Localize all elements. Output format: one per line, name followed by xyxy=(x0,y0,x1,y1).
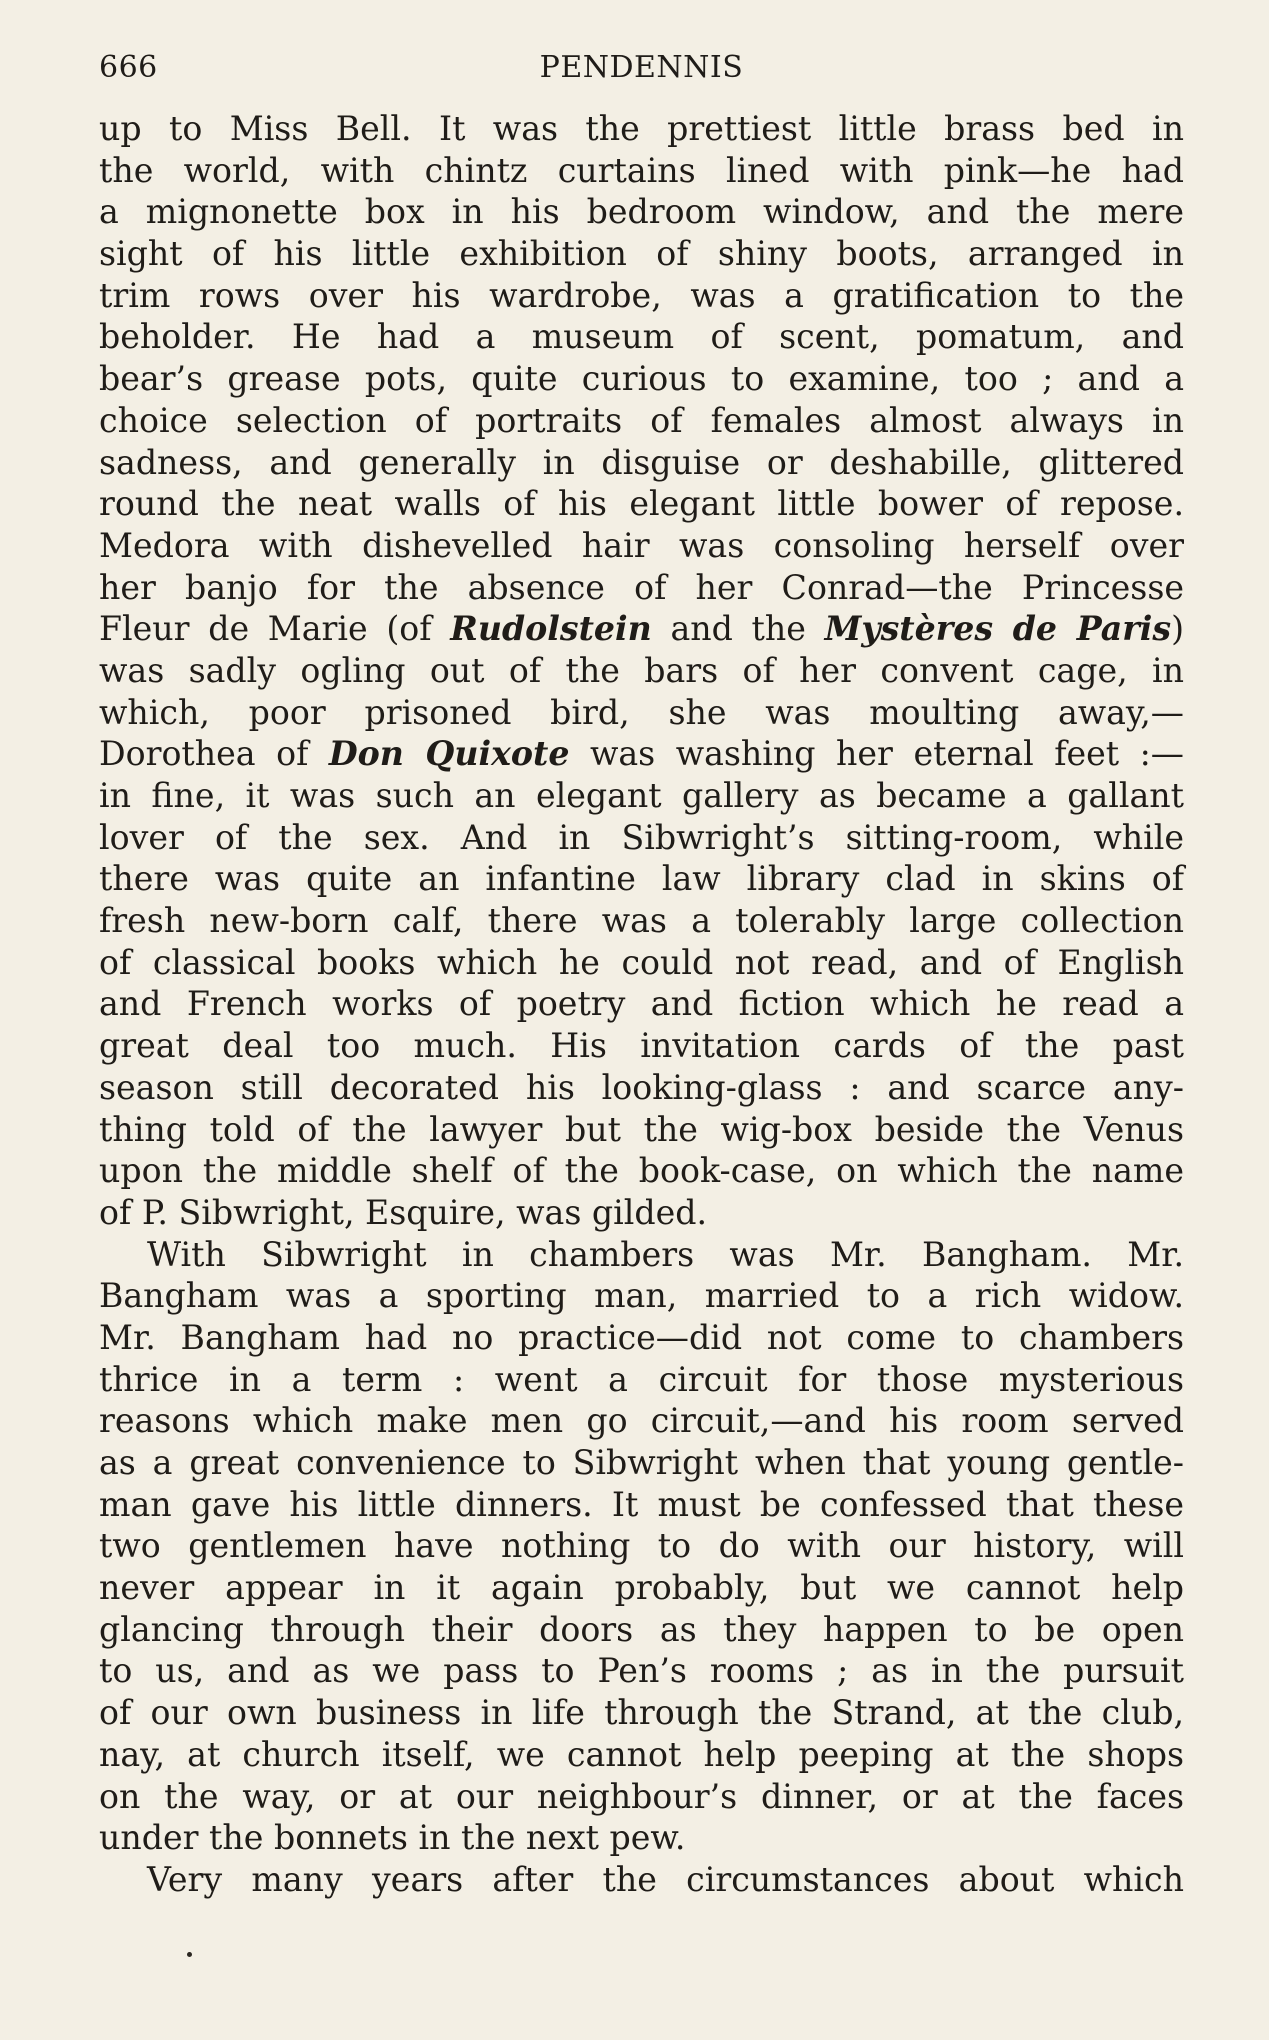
text-run: ) xyxy=(1171,609,1185,649)
text-line: round the neat walls of his elegant little bower of repose. xyxy=(99,484,1184,524)
text-line: glancing through their doors as they happen to be open xyxy=(99,1609,1184,1649)
page-number: 666 xyxy=(99,50,158,85)
text-line: her banjo for the absence of her Conrad—the Princesse xyxy=(99,567,1184,607)
text-line: of classical books which he could not read, and of English xyxy=(99,942,1184,982)
text-line: nay, at church itself, we cannot help peeping at the shops xyxy=(99,1734,1184,1774)
text-line: thrice in a term : went a circuit for those mysterious xyxy=(99,1359,1184,1399)
paragraph-end-line: of P. Sibwright, Esquire, was gilded. xyxy=(99,1192,708,1232)
text-line: reasons which make men go circuit,—and his room served xyxy=(99,1401,1184,1441)
text-line: which, poor prisoned bird, she was moulting away,— xyxy=(99,692,1184,732)
text-line: and French works of poetry and fiction which he read a xyxy=(99,984,1184,1024)
text-line: a mignonette box in his bedroom window, and the mere xyxy=(99,192,1184,232)
text-line: on the way, or at our neighbour’s dinner, or at the faces xyxy=(99,1776,1184,1816)
paragraph-start-line: Very many years after the circumstances about which xyxy=(147,1859,1184,1899)
text-line: to us, and as we pass to Pen’s rooms ; as in the pursuit xyxy=(99,1651,1184,1691)
text-line: Medora with dishevelled hair was consoling herself over xyxy=(99,525,1184,565)
text-line: man gave his little dinners. It must be confessed that these xyxy=(99,1484,1184,1524)
text-line: of our own business in life through the Strand, at the club, xyxy=(99,1693,1184,1733)
text-run: and the xyxy=(651,609,825,649)
text-line: as a great convenience to Sibwright when that young gentle- xyxy=(99,1443,1184,1482)
text-line: sight of his little exhibition of shiny boots, arranged in xyxy=(99,234,1184,274)
text-line: Mr. Bangham had no practice—did not come to chambers xyxy=(99,1317,1184,1357)
text-run: Fleur de Marie (of xyxy=(99,609,451,649)
italic-title: Mystères de Paris xyxy=(824,609,1172,649)
book-page xyxy=(99,44,1184,1901)
text-line: great deal too much. His invitation cards of the past xyxy=(99,1026,1184,1066)
paragraph-end-line: under the bonnets in the next pew. xyxy=(99,1818,686,1858)
italic-title: Don Quixote xyxy=(328,734,570,774)
italic-title: Rudolstein xyxy=(450,609,652,649)
text-line: trim rows over his wardrobe, was a gratification to the xyxy=(99,275,1184,315)
text-line: bear’s grease pots, quite curious to examine, too ; and a xyxy=(99,359,1184,399)
ink-speck xyxy=(187,1952,192,1957)
text-run: was washing her eternal feet :— xyxy=(569,734,1184,774)
text-line: there was quite an infantine law library clad in skins of xyxy=(99,859,1184,899)
text-line: was sadly ogling out of the bars of her convent cage, in xyxy=(99,650,1184,690)
text-line: up to Miss Bell. It was the prettiest little brass bed in xyxy=(99,109,1184,148)
text-line: season still decorated his looking-glass : and scarce any- xyxy=(99,1067,1184,1107)
running-header xyxy=(99,44,1184,96)
paragraph-start-line: With Sibwright in chambers was Mr. Bangham. Mr. xyxy=(147,1234,1184,1274)
text-line: Bangham was a sporting man, married to a rich widow. xyxy=(99,1276,1184,1316)
text-line: never appear in it again probably, but we cannot help xyxy=(99,1568,1184,1608)
text-line: beholder. He had a museum of scent, pomatum, and xyxy=(99,317,1184,357)
text-line-with-italics xyxy=(99,608,1184,650)
text-line: sadness, and generally in disguise or deshabille, glittered xyxy=(99,442,1184,482)
text-line: upon the middle shelf of the book-case, on which the name xyxy=(99,1151,1184,1191)
text-line: thing told of the lawyer but the wig-box beside the Venus xyxy=(99,1109,1184,1149)
text-line: lover of the sex. And in Sibwright’s sitting-room, while xyxy=(99,817,1184,857)
text-line: in fine, it was such an elegant gallery as became a gallant xyxy=(99,776,1184,815)
text-run: Dorothea of xyxy=(99,734,329,774)
text-line: choice selection of portraits of females almost always in xyxy=(99,400,1184,440)
text-line: the world, with chintz curtains lined with pink—he had xyxy=(99,150,1184,190)
running-title: PENDENNIS xyxy=(539,50,744,85)
text-line: fresh new-born calf, there was a tolerably large collection xyxy=(99,901,1184,941)
text-line: two gentlemen have nothing to do with our history, will xyxy=(99,1526,1184,1566)
text-line-with-italics xyxy=(99,733,1184,775)
body-text xyxy=(99,108,1184,1901)
